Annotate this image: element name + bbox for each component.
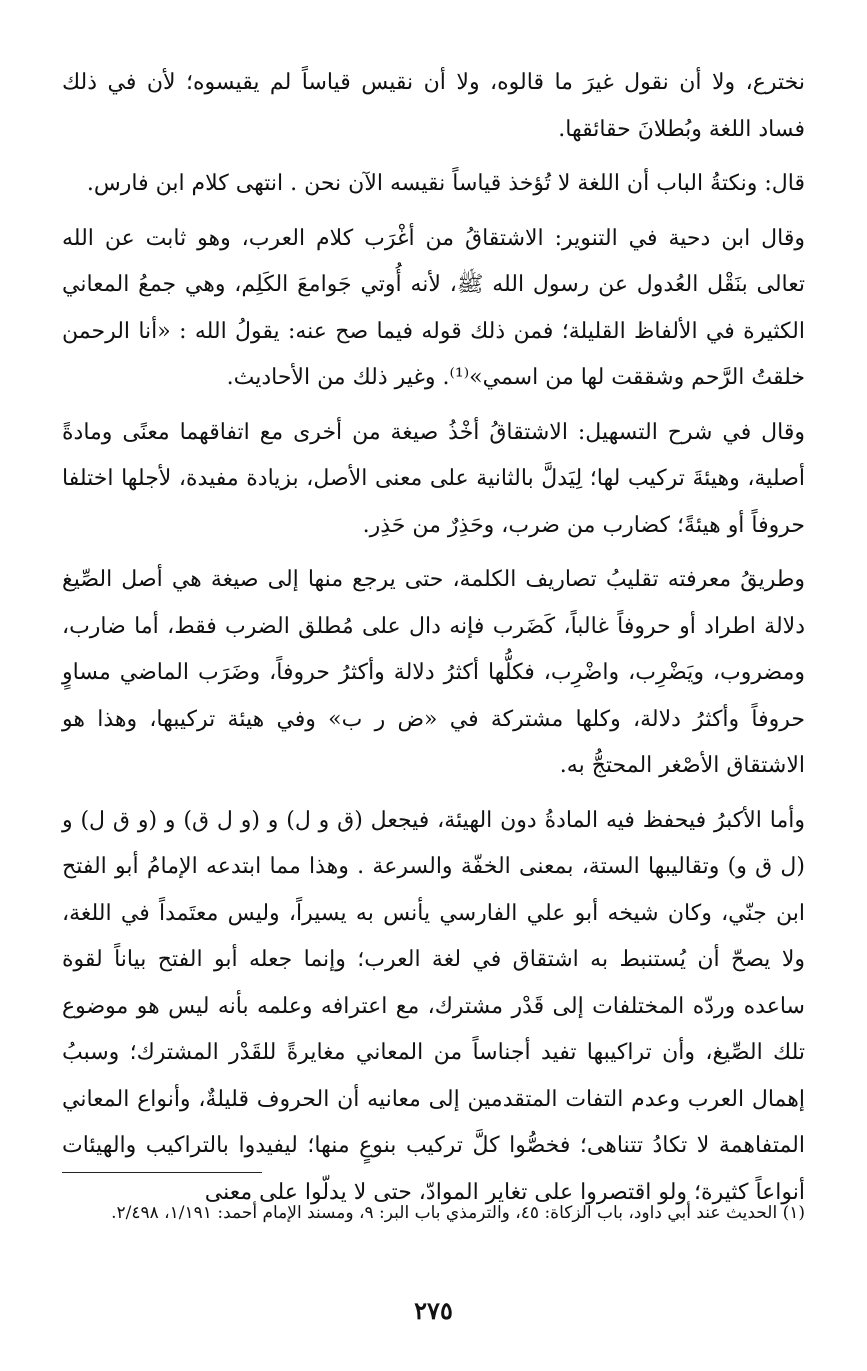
body-text [62, 60, 805, 1224]
paragraph: وقال ابن دحية في التنوير: الاشتقاقُ من أغْرَب كلام العرب، وهو ثابت عن الله تعالى بنَقْل العُدول عن رسول الله ﷺ، لأنه أُوتي جَوامعَ الكَلِم، وهي جمعُ المعاني الكثيرة في الألفاظ القليلة؛ فمن ذلك قوله فيما صح عنه: يقولُ الله : «أنا الرحمن خلقتُ الرَّحم وشققت لها من اسمي»⁽¹⁾. وغير ذلك من الأحاديث. [62, 225, 805, 390]
footnote: (١) الحديث عند أبي داود، باب الزكاة: ٤٥، والترمذي باب البر: ٩، ومسند الإمام أحمد: ١/١٩١، ٢/٤٩٨. [111, 1203, 805, 1223]
paragraph: قال: ونكتةُ الباب أن اللغة لا تُؤخذ قياساً نقيسه الآن نحن . انتهى كلام ابن فارس. [86, 171, 805, 196]
page-number: ٢٧٥ [414, 1296, 453, 1325]
footnote-separator [62, 1172, 262, 1173]
paragraph: وأما الأكبرُ فيحفظ فيه المادةُ دون الهيئة، فيجعل (ق و ل) و (و ل ق) و (و ق ل) و (ل ق و) وتقاليبها الستة، بمعنى الخفّة والسرعة . وهذا مما ابتدعه الإمامُ أبو الفتح ابن جنّي، وكان شيخه أبو علي الفارسي يأنس به يسيراً، وليس معتَمداً في اللغة، ولا يصحّ أن يُستنبط به اشتقاق في لغة العرب؛ وإنما جعله أبو الفتح بياناً لقوة ساعده وردّه المختلفات إلى قَدْر مشترك، مع اعترافه وعلمه بأنه ليس هو موضوع تلك الصِّيغ، وأن تراكيبها تفيد أجناساً من المعاني مغايرةً للقَدْر المشترك؛ وسببُ إهمال العرب وعدم التفات المتقدمين إلى معانيه أن الحروف قليلةٌ، وأنواع المعاني المتفاهمة لا تكادُ تتناهى؛ فخصُّوا كلَّ تركيب بنوعٍ منها؛ ليفيدوا بالتراكيب والهيئات أنواعاً كثيرة؛ ولو اقتصروا على تغاير الموادّ، حتى لا يدلّوا على معنى [62, 807, 805, 1205]
paragraph: وطريقُ معرفته تقليبُ تصاريف الكلمة، حتى يرجع منها إلى صيغة هي أصل الصِّيغ دلالة اطراد أو حروفاً غالباً، كَضَرب فإنه دال على مُطلق الضرب فقط، أما ضارب، ومضروب، ويَضْرِب، واضْرِب، فكلُّها أكثرُ دلالة وأكثرُ حروفاً، وضَرَب الماضي مساوٍ حروفاً وأكثرُ دلالة، وكلها مشتركة في «ض ر ب» وفي هيئة تركيبها، وهذا هو الاشتقاق الأصْغر المحتجُّ به. [62, 567, 805, 778]
paragraph: نخترع، ولا أن نقول غيرَ ما قالوه، ولا أن نقيس قياساً لم يقيسوه؛ لأن في ذلك فساد اللغة وبُطلانَ حقائقها. [62, 70, 805, 142]
paragraph: وقال في شرح التسهيل: الاشتقاقُ أخْذُ صيغة من أخرى مع اتفاقهما معنًى ومادةً أصلية، وهيئةَ تركيب لها؛ لِيَدلَّ بالثانية على معنى الأصل، بزيادة مفيدة، لأجلها اختلفا حروفاً أو هيئةً؛ كضارب من ضرب، وحَذِرٌ من حَذِر. [62, 419, 805, 538]
